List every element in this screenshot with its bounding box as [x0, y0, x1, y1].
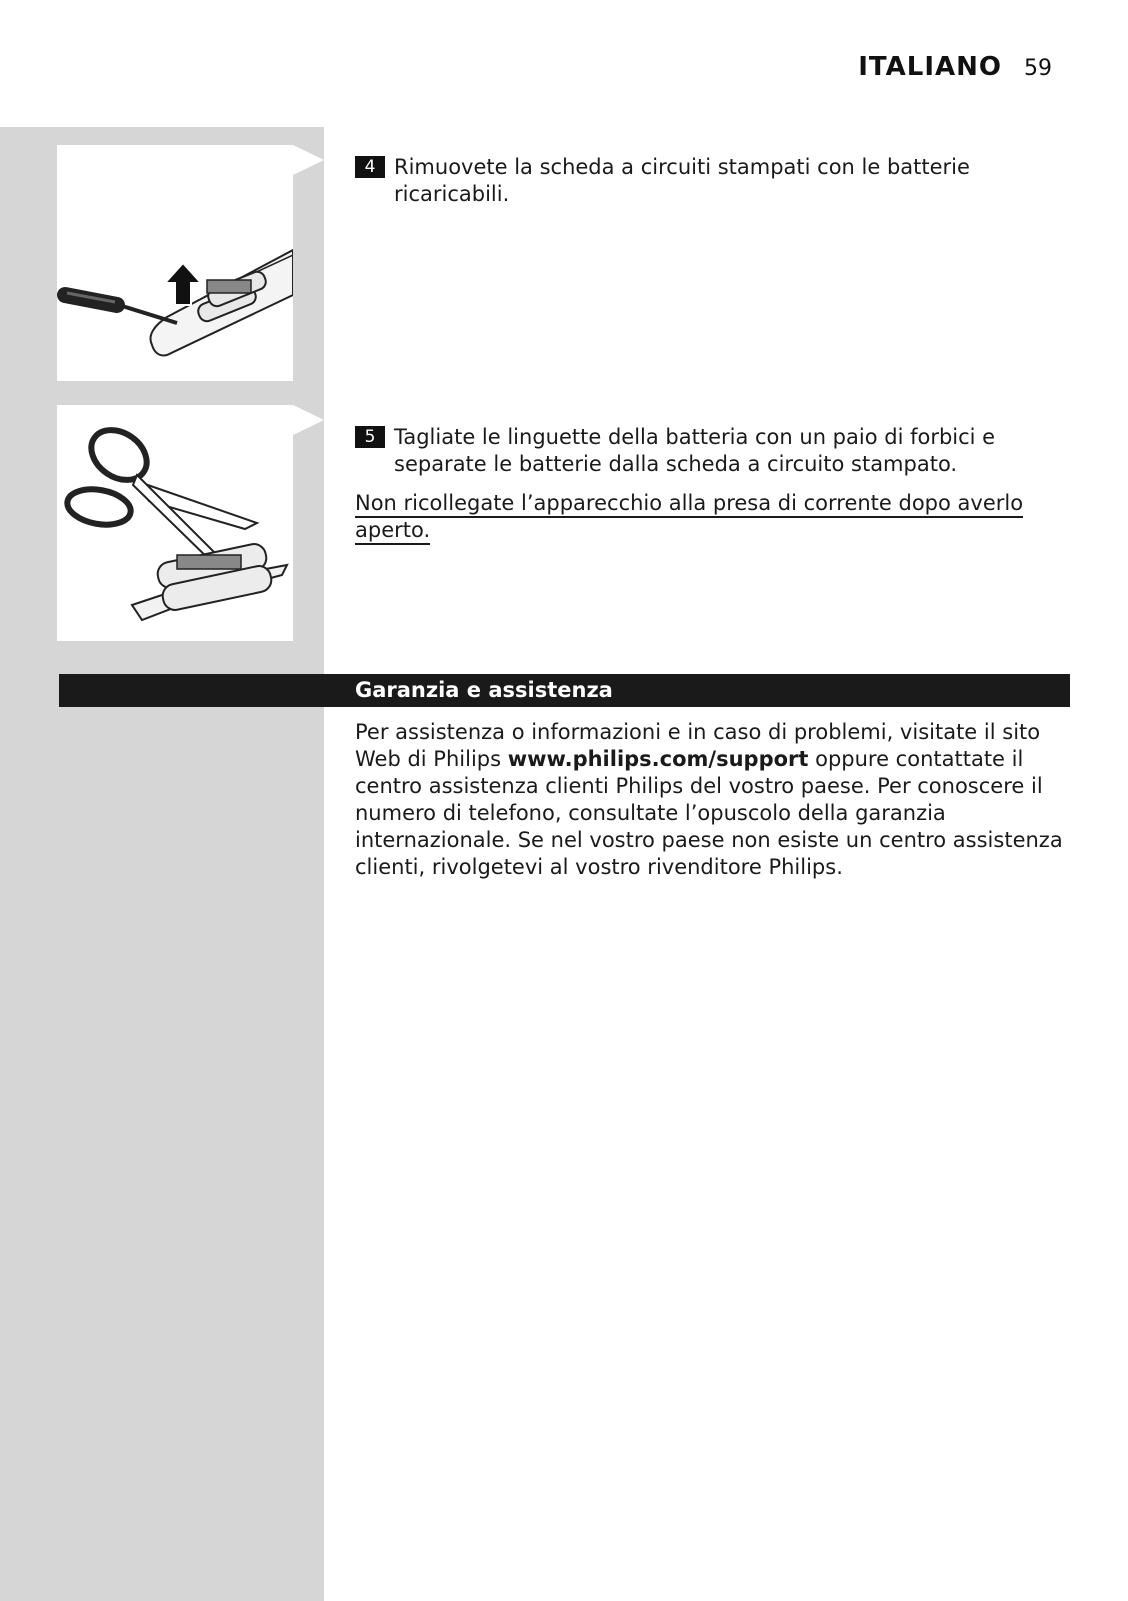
language-label: ITALIANO	[858, 52, 1002, 82]
instruction-step	[355, 424, 1071, 478]
illustration-cut-tabs	[57, 405, 293, 641]
section-header-bar	[59, 674, 1070, 707]
illustration-pointer	[293, 145, 324, 175]
section-title: Garanzia e assistenza	[355, 678, 613, 702]
page-number: 59	[1024, 56, 1052, 81]
page-header	[858, 52, 1052, 92]
warning-text: Non ricollegate l’apparecchio alla presa di corrente dopo averlo aperto.	[355, 491, 1023, 545]
step-text: Rimuovete la scheda a circuiti stampati con le batterie ricaricabili.	[394, 155, 970, 206]
illustration-remove-pcb	[57, 145, 293, 381]
illustration-pointer	[293, 405, 324, 435]
section-body	[355, 719, 1075, 881]
body-text-after: oppure contattate il centro assistenza clienti Philips del vostro paese. Per conoscere il numero di telefono, consultate l’opuscolo della garanzia internazionale. Se nel vostro paese non esiste un centro assistenza clienti, rivolgetevi al vostro rivenditore Philips.	[355, 747, 1063, 879]
instruction-step	[355, 154, 1071, 208]
step-text: Tagliate le linguette della batteria con un paio di forbici e separate le batterie dalla scheda a circuito stampato.	[394, 425, 996, 476]
body-text-before: Per assistenza o informazioni e in caso di problemi, visitate il sito Web di Philips	[355, 720, 1041, 771]
warning-note	[355, 490, 1071, 544]
step-number-badge: 4	[355, 156, 385, 178]
step-number-badge: 5	[355, 426, 385, 448]
support-link[interactable]: www.philips.com/support	[507, 747, 809, 771]
